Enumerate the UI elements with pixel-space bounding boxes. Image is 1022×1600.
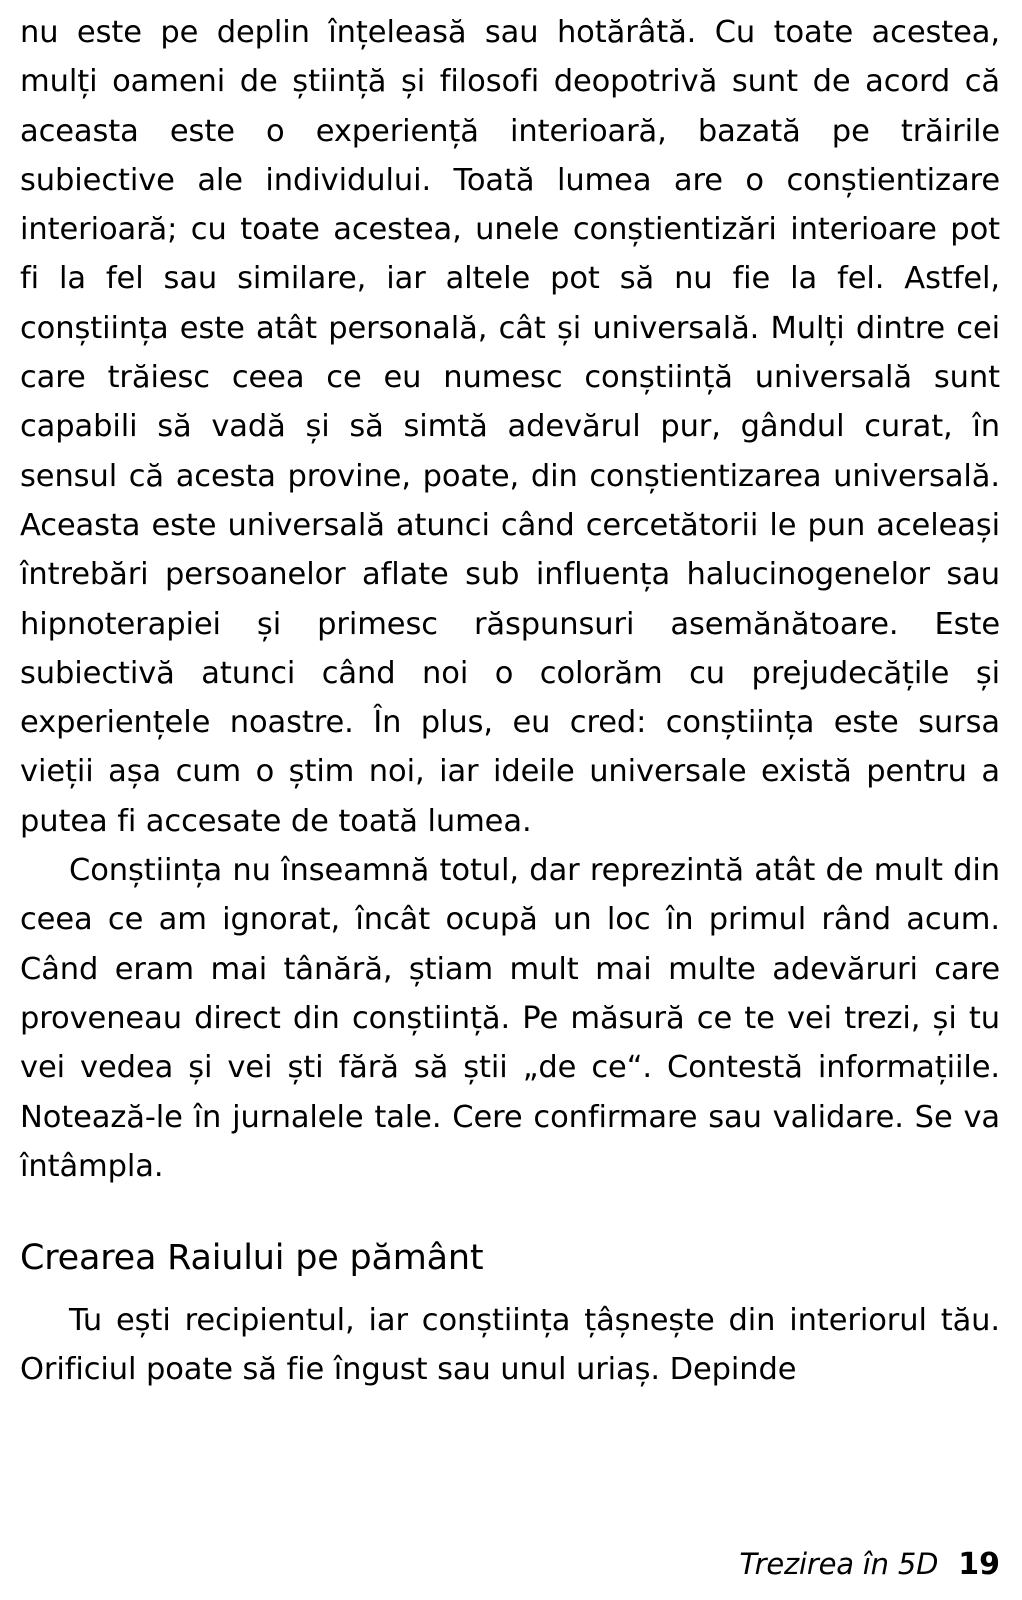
footer-book-title: Trezirea în 5D xyxy=(739,1547,939,1581)
footer-page-number: 19 xyxy=(958,1547,1000,1582)
section-heading: Crearea Raiului pe pământ xyxy=(20,1238,484,1279)
paragraph-consciousness-not-everything: Conștiința nu înseamnă totul, dar reprezintă atât de mult din ceea ce am ignorat, încât ocupă un loc în primul rând acum. Când eram mai tânără, știam mult mai multe adevăruri care proveneau direct din conștiință. Pe măsură ce te vei trezi, și tu vei vedea și vei ști fără să știi „de ce“. Contestă informațiile. Notează-le în jurnalele tale. Cere confirmare sau validare. Se va întâmpla. xyxy=(20,853,1000,1184)
page-body xyxy=(20,0,1000,1191)
paragraph-consciousness-definition: nu este pe deplin înțeleasă sau hotărâtă. Cu toate acestea, mulți oameni de știință și filosofi deopotrivă sunt de acord că aceasta este o experiență interioară, bazată pe trăirile subiective ale individului. Toată lumea are o conștientizare interioară; cu toate acestea, unele conștientizări interioare pot fi la fel sau similare, iar altele pot să nu fie la fel. Astfel, conștiința este atât personală, cât și universală. Mulți dintre cei care trăiesc ceea ce eu numesc conștiință universală sunt capabili să vadă și să simtă adevărul pur, gândul curat, în sensul că acesta provine, poate, din conștientizarea universală. Aceasta este universală atunci când cercetătorii le pun aceleași întrebări persoanelor aflate sub influența halucinogenelor sau hipnoterapiei și primesc răspunsuri asemănătoare. Este subiectivă atunci când noi o colorăm cu prejudecățile și experiențele noastre. În plus, eu cred: conștiința este sursa vieții așa cum o știm noi, iar ideile universale există pentru a putea fi accesate de toată lumea. xyxy=(20,15,1000,839)
paragraph-vessel: Tu ești recipientul, iar conștiința țâșnește din interiorul tău. Orificiul poate să fie îngust sau unul uriaș. Depinde xyxy=(20,1303,1000,1388)
page-body-after-heading xyxy=(20,1296,1000,1395)
page-footer xyxy=(20,1547,1000,1582)
